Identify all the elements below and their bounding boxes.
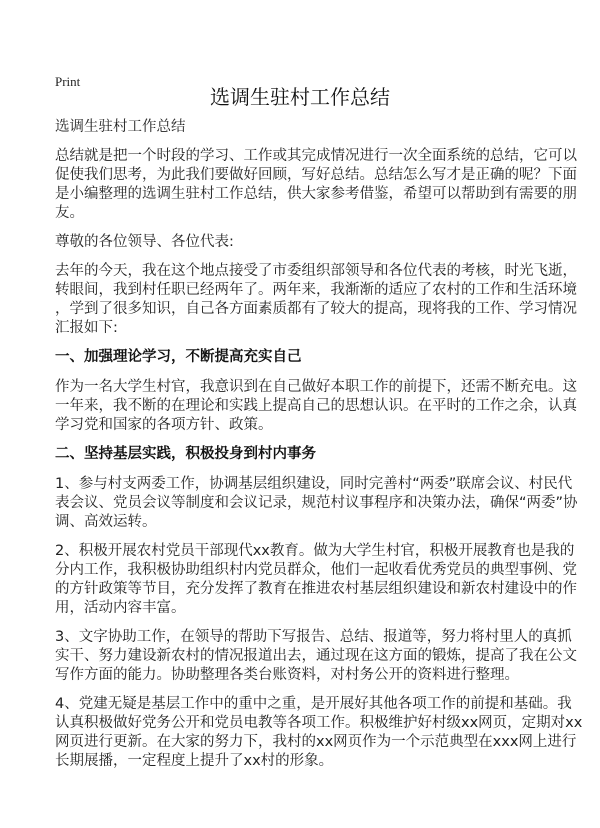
text-line: 学习党和国家的各项方针、政策。 bbox=[55, 417, 273, 433]
text-line: ，学到了很多知识，自己各方面素质都有了较大的提高，现将我的工作、学习情况 bbox=[55, 301, 577, 317]
paragraph-item2 bbox=[55, 542, 577, 618]
text-line: 尊敬的各位领导、各位代表: bbox=[55, 234, 234, 250]
text-line: 3、文字协助工作，在领导的帮助下写报告、总结、报道等，努力将村里人的真抓 bbox=[55, 629, 572, 645]
section-heading-2 bbox=[55, 445, 565, 464]
text-line: 写作方面的能力。协助整理各类台账资料，对村务公开的资料进行整理。 bbox=[55, 667, 519, 683]
text-line: 调、高效运转。 bbox=[55, 514, 157, 530]
text-line: 4、党建无疑是基层工作中的重中之重，是开展好其他各项工作的前提和基础。我 bbox=[55, 696, 572, 712]
paragraph-intro bbox=[55, 147, 577, 223]
paragraph-item4 bbox=[55, 695, 583, 771]
text-line: 选调生驻村工作总结 bbox=[55, 119, 186, 135]
paragraph-item1 bbox=[55, 475, 578, 532]
text-line: 一年来，我不断的在理论和实践上提高自己的思想认识。在平时的工作之余，认真 bbox=[55, 398, 577, 414]
text-line: 友。 bbox=[55, 205, 84, 221]
text-line: 分内工作，我积极协助组织村内党员群众，他们一起收看优秀党员的典型事例、党 bbox=[55, 562, 577, 578]
text-line: 用，活动内容丰富。 bbox=[55, 600, 186, 616]
text-line: 二、坚持基层实践，积极投身到村内事务 bbox=[55, 446, 316, 462]
text-line: 实干、努力建设新农村的情况报道出去，通过现在这方面的锻炼，提高了我在公文 bbox=[55, 648, 577, 664]
text-line: 网页进行更新。在大家的努力下，我村的xx网页作为一个示范典型在xxx网上进行 bbox=[55, 734, 577, 750]
greeting bbox=[55, 233, 565, 252]
subtitle bbox=[55, 118, 565, 137]
text-line: 总结就是把一个时段的学习、工作或其完成情况进行一次全面系统的总结，它可以 bbox=[55, 148, 577, 164]
paragraph-opening bbox=[55, 262, 577, 338]
text-line: 1、参与村支两委工作，协调基层组织建设，同时完善村“两委”联席会议、村民代 bbox=[55, 476, 573, 492]
text-line: 认真积极做好党务公开和党员电教等各项工作。积极维护好村级xx网页，定期对xx bbox=[55, 715, 583, 731]
text-line: 汇报如下: bbox=[55, 320, 118, 336]
paragraph-section1 bbox=[55, 378, 577, 435]
text-line: 一、加强理论学习，不断提高充实自己 bbox=[55, 349, 302, 365]
section-heading-1 bbox=[55, 348, 565, 367]
document-title: 选调生驻村工作总结 bbox=[210, 85, 390, 109]
text-line: 是小编整理的选调生驻村工作总结，供大家参考借鉴，希望可以帮助到有需要的朋 bbox=[55, 186, 577, 202]
text-line: 表会议、党员会议等制度和会议记录，规范村议事程序和决策办法，确保“两委”协 bbox=[55, 495, 578, 511]
text-line: 转眼间，我到村任职已经两年了。两年来，我渐渐的适应了农村的工作和生活环境 bbox=[55, 282, 577, 298]
print-link[interactable]: Print bbox=[55, 74, 81, 89]
text-line: 2、积极开展农村党员干部现代xx教育。做为大学生村官，积极开展教育也是我的 bbox=[55, 543, 575, 559]
text-line: 去年的今天，我在这个地点接受了市委组织部领导和各位代表的考核，时光飞逝， bbox=[55, 263, 577, 279]
text-line: 长期展播，一定程度上提升了xx村的形象。 bbox=[55, 753, 334, 769]
document-body bbox=[55, 118, 583, 781]
paragraph-item3 bbox=[55, 628, 577, 685]
text-line: 的方针政策等节目，充分发挥了教育在推进农村基层组织建设和新农村建设中的作 bbox=[55, 581, 577, 597]
text-line: 促使我们思考，为此我们要做好回顾，写好总结。总结怎么写才是正确的呢？下面 bbox=[55, 167, 577, 183]
text-line: 作为一名大学生村官，我意识到在自己做好本职工作的前提下，还需不断充电。这 bbox=[55, 379, 577, 395]
